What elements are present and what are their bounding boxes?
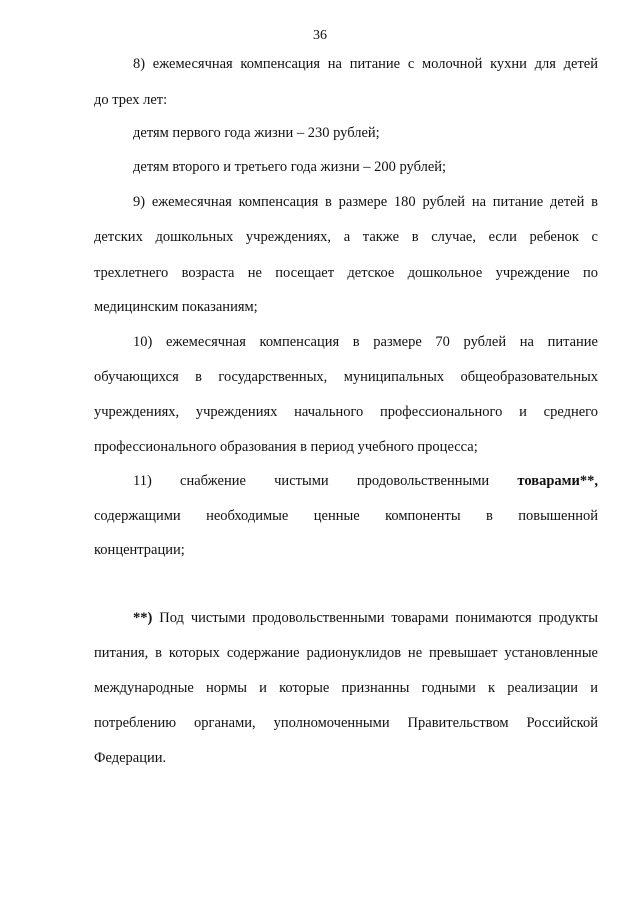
item11-line2 [94,507,598,525]
item11-word: продовольственными [356,473,490,489]
item11-line1 [133,472,598,490]
item11-word: необходимые [206,508,289,524]
item11-word: товарами**, [517,473,598,489]
item10-line1: 10) ежемесячная компенсация в размере 70 рублей на питание [133,334,598,350]
item8-line2: до трех лет: [94,92,168,108]
item9-line1: 9) ежемесячная компенсация в размере 180 рублей на питание детей в [133,194,598,210]
item11-word: 11) [133,473,152,489]
item8-line1: 8) ежемесячная компенсация на питание с молочной кухни для детей [133,56,598,72]
footnote-line3: международные нормы и которые признанны годными к реализации и [94,680,598,696]
page-number: 36 [313,28,327,43]
item11-word: содержащими [94,508,181,524]
footnote-line4: потреблению органами, уполномоченными Правительством Российской [94,715,598,731]
item10-line3: учреждениях, учреждениях начального профессионального и среднего [94,404,598,420]
item11-word: ценные [313,508,360,524]
item9-line4: медицинским показаниям; [94,299,258,315]
item11-word: снабжение [180,473,246,489]
item11-word: повышенной [518,508,598,524]
footnote-line2: питания, в которых содержание радионуклидов не превышает установленные [94,645,598,661]
footnote-line1-text: Под чистыми продовольственными товарами понимаются продукты [159,610,599,626]
item8-sub1: детям первого года жизни – 230 рублей; [133,125,380,141]
item8-sub2: детям второго и третьего года жизни – 200 рублей; [133,159,447,175]
item9-line3: трехлетнего возраста не посещает детское дошкольное учреждение по [94,265,598,281]
item9-line2: детских дошкольных учреждениях, а также в случае, если ребенок с [94,229,598,245]
item11-word: компоненты [385,508,461,524]
item10-line4: профессионального образования в период учебного процесса; [94,439,478,455]
footnote-marker: **) [133,610,153,626]
footnote-line1 [133,609,598,627]
footnote-line5: Федерации. [94,750,167,766]
item11-line3: концентрации; [94,542,185,558]
item10-line2: обучающихся в государственных, муниципальных общеобразовательных [94,369,598,385]
item11-word: в [486,508,493,524]
item11-word: чистыми [274,473,329,489]
